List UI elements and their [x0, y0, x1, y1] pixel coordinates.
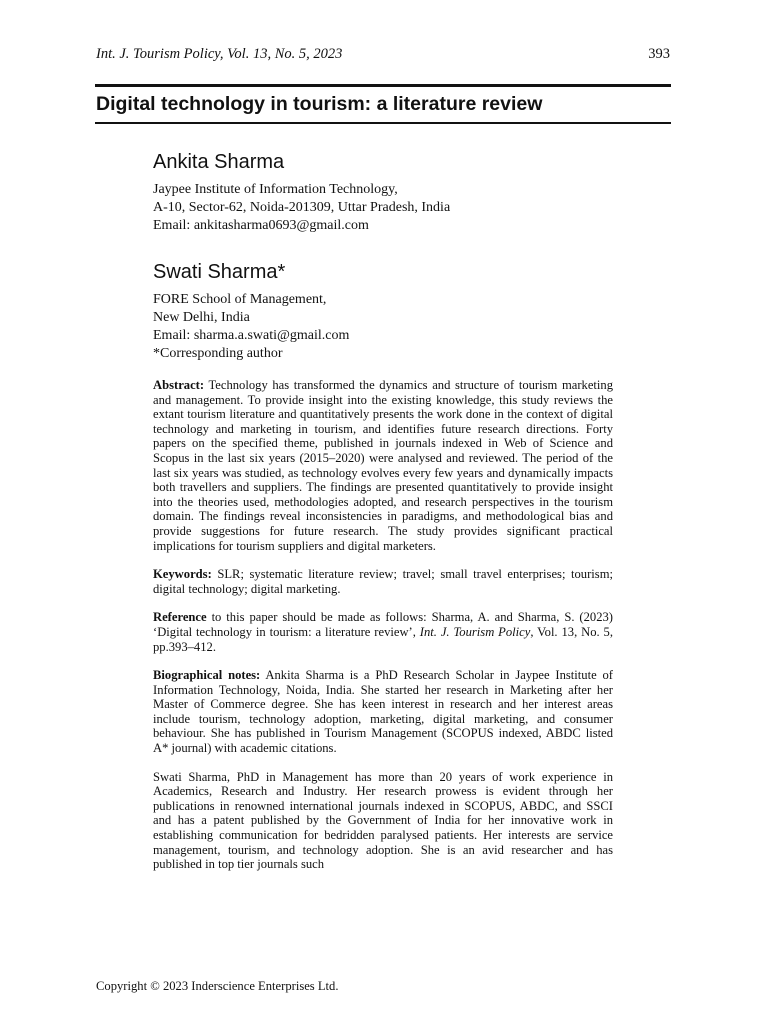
author-name: Ankita Sharma — [153, 151, 285, 173]
bio-label: Biographical notes: — [153, 668, 261, 683]
running-header — [96, 46, 670, 66]
reference-paragraph — [153, 610, 613, 654]
author-email: Email: ankitasharma0693@gmail.com — [153, 218, 369, 233]
keywords-label: Keywords: — [153, 567, 212, 582]
page-number: 393 — [648, 46, 670, 62]
author-block-1 — [153, 150, 613, 235]
paper-title: Digital technology in tourism: a literature review — [96, 93, 543, 115]
reference-journal: Int. J. Tourism Policy — [419, 624, 531, 639]
author-email: Email: sharma.a.swati@gmail.com — [153, 328, 350, 343]
reference-details: , Vol. 13, No. 5, pp.393–412. — [153, 624, 613, 654]
abstract-paragraph — [153, 378, 613, 553]
author-affiliation — [153, 291, 613, 363]
abstract-text: Technology has transformed the dynamics and structure of tourism marketing and management. To provide insight into the existing knowledge, this study reviews the extant tourism literature and quantitatively presents the work done in the context of digital technology and marketing in tourism, and identifies future research directions. Forty papers on the specified theme, published in journals indexed in Web of Science and Scopus in the last six years (2015–2020) were analysed and reviewed. The period of the last six years was studied, as technology evolves every few years and dynamically impacts both travellers and suppliers. The findings are presented quantitatively to provide insight into the theories used, methodologies adopted, and research perspectives in the tourism domain. The findings reveal inconsistencies in paradigms, and methodological bias and provide suggestions for future research. The study provides significant practical implications for tourism suppliers and digital marketers. — [153, 378, 613, 553]
bio-paragraph-2: Swati Sharma, PhD in Management has more than 20 years of work experience in Academics, Research and Industry. Her research prowess is evident through her publications in renowned international journals indexed in SCOPUS, ABDC, and SSCI and has a patent published by the Government of India for her innovative work in establishing communication for bedridden paralysed patients. Her interests are service management, tourism, and technology adoption. She is an avid researcher and has published in top tier journals such — [153, 769, 613, 872]
keywords-paragraph — [153, 567, 613, 596]
author-block-2 — [153, 260, 613, 363]
bio-paragraph-1 — [153, 668, 613, 756]
abstract-label: Abstract: — [153, 378, 205, 392]
author-affiliation — [153, 181, 613, 235]
keywords-text: SLR; systematic literature review; travel; small travel enterprises; tourism; digital technology; digital marketing. — [153, 567, 613, 596]
title-rule-bottom — [95, 122, 671, 124]
front-matter — [153, 378, 613, 872]
copyright-footer: Copyright © 2023 Inderscience Enterprises Ltd. — [96, 979, 339, 993]
author-name: Swati Sharma* — [153, 261, 286, 283]
affiliation-line: A-10, Sector-62, Noida-201309, Uttar Pradesh, India — [153, 200, 451, 215]
journal-citation: Int. J. Tourism Policy, Vol. 13, No. 5, 2023 — [96, 46, 343, 62]
affiliation-line: FORE School of Management, — [153, 292, 327, 307]
affiliation-line: Jaypee Institute of Information Technology, — [153, 182, 398, 197]
title-rule-top — [95, 84, 671, 87]
reference-text: to this paper should be made as follows: Sharma, A. and Sharma, S. (2023) ‘Digital technology in tourism: a literature review’, — [153, 610, 613, 639]
reference-label: Reference — [153, 610, 207, 625]
corresponding-note: *Corresponding author — [153, 346, 283, 361]
affiliation-line: New Delhi, India — [153, 310, 250, 325]
bio-text-1: Ankita Sharma is a PhD Research Scholar in Jaypee Institute of Information Technology, Noida, India. She started her research in Marketing after her Master of Commerce degree. She has keen interest in research and her interest areas include tourism, technology adoption, marketing, digital marketing, and consumer behaviour. She has published in Tourism Management (SCOPUS indexed, ABDC listed A* journal) with academic citations. — [153, 668, 613, 756]
